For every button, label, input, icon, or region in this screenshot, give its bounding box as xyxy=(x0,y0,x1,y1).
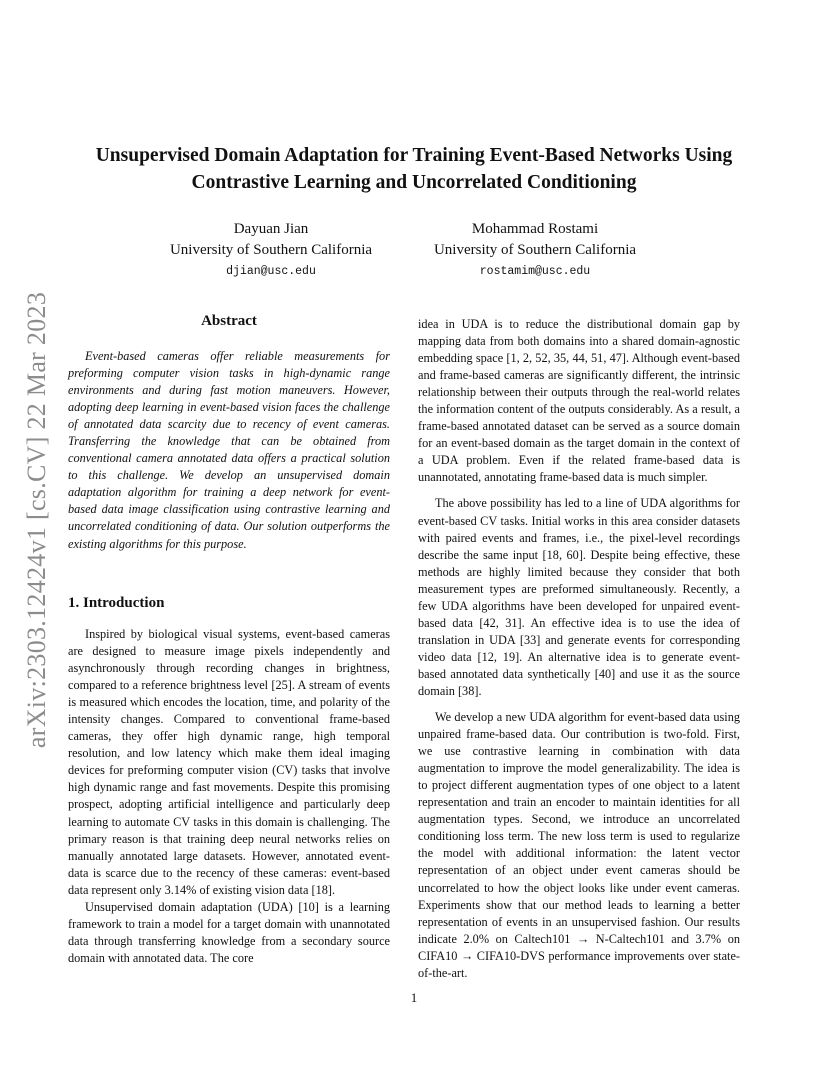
author-email[interactable]: rostamim@usc.edu xyxy=(479,265,591,278)
abstract-heading: Abstract xyxy=(201,313,257,329)
paper-title: Unsupervised Domain Adaptation for Training Event-Based Networks Using Contrastive Learning and Uncorrelated Conditioning xyxy=(95,145,733,193)
author-affiliation: University of Southern California xyxy=(169,242,373,258)
intro-paragraph: idea in UDA is to reduce the distributional domain gap by mapping data from both domains into a shared domain-agnostic embedding space [1, 2, 52, 35, 44, 51, 47]. Although event-based and frame-based cameras are significantly different, the intrinsic relationship between their outputs through the real-world relates the information content of the outputs considerably. As a result, a frame-based annotated dataset can be served as a source domain for an event-based domain as the target domain in the context of a UDA problem. Even if the related frame-based data is unannotated, annotating frame-based data is much simpler. xyxy=(418,317,740,485)
abstract-paragraph: Event-based cameras offer reliable measurements for preforming computer vision tasks in high-dynamic range environments and during fast motion maneuvers. However, adopting deep learning in event-based vision faces the challenge of annotated data scarcity due to recency of event cameras. Transferring the knowledge that can be obtained from conventional camera annotated data offers a practical solution to this challenge. We develop an unsupervised domain adaptation algorithm for training a deep network for event-based data image classification using contrastive learning and uncorrelated conditioning of data. Our solution outperforms the existing algorithms for this purpose. xyxy=(68,349,390,551)
intro-paragraph: Inspired by biological visual systems, event-based cameras are designed to measure image pixels independently and asynchronously through recording changes in brightness, compared to a reference brightness level [25]. A stream of events is measured which encodes the location, time, and polarity of the intensity changes. Compared to conventional frame-based cameras, they offer high dynamic range, high temporal resolution, and low latency which make them ideal imaging devices for preforming computer vision (CV) tasks that involve high dynamic range and fast movements. Despite this promising prospect, adopting artificial intelligence and particularly deep learning to automate CV tasks in this domain is challenging. The primary reason is that training deep neural networks relies on manually annotated large datasets. However, annotated event-data is scarce due to the recency of these cameras: event-based data represent only 3.14% of existing vision data [18]. xyxy=(68,627,390,897)
arxiv-stamp xyxy=(24,282,50,758)
arxiv-stamp-text: arXiv:2303.12424v1 [cs.CV] 22 Mar 2023 xyxy=(22,291,51,749)
intro-paragraph: We develop a new UDA algorithm for event-based data using unpaired frame-based data. Our contribution is two-fold. First, we use contrastive learning in combination with data augmentation to improve the model generalizability. The idea is to project different augmentation types of one object to a latent representation and train an encoder to maintain identities for all augmentation types. Second, we introduce an uncorrelated conditioning loss term. The new loss term is used to regularize the model with additional information: the latent vector representation of an object under event cameras should be uncorrelated to how the object looks like under event cameras. Experiments show that our method leads to learning a better representation of events in an unsupervised fashion. Our results indicate 2.0% on Caltech101 → N-Caltech101 and 3.7% on CIFA10 → CIFA10-DVS performance improvements over state-of-the-art. xyxy=(418,710,740,980)
author-block-1 xyxy=(150,219,392,283)
intro-left-column xyxy=(68,626,390,967)
abstract-body xyxy=(68,348,390,553)
author-block-2 xyxy=(420,219,650,283)
intro-paragraph: Unsupervised domain adaptation (UDA) [10] is a learning framework to train a model for a target domain with unannotated data through transferring knowledge from a secondary source domain with annotated data. The core xyxy=(68,899,390,965)
intro-paragraph: The above possibility has led to a line of UDA algorithms for event-based CV tasks. Initial works in this area consider datasets with paired events and frames, i.e., the pixel-level recordings describe the same input [18, 60]. Despite being effective, these methods are highly limited because they consider that both measurement types are preformed simultaneously. Recently, a few UDA algorithms have been developed for unpaired event-based data [42, 31]. An effective idea is to use the idea of translation in UDA [33] and generate events for corresponding video data [12, 19]. An alternative idea is to generate event-based annotated data synthetically [40] and use it as the source domain [38]. xyxy=(418,496,740,698)
page-number: 1 xyxy=(410,990,418,1005)
author-email[interactable]: djian@usc.edu xyxy=(226,265,316,278)
intro-right-column xyxy=(418,316,740,982)
author-name: Mohammad Rostami xyxy=(471,221,599,237)
author-affiliation: University of Southern California xyxy=(433,242,637,258)
author-name: Dayuan Jian xyxy=(233,221,309,237)
section-heading-introduction: 1. Introduction xyxy=(68,595,165,611)
